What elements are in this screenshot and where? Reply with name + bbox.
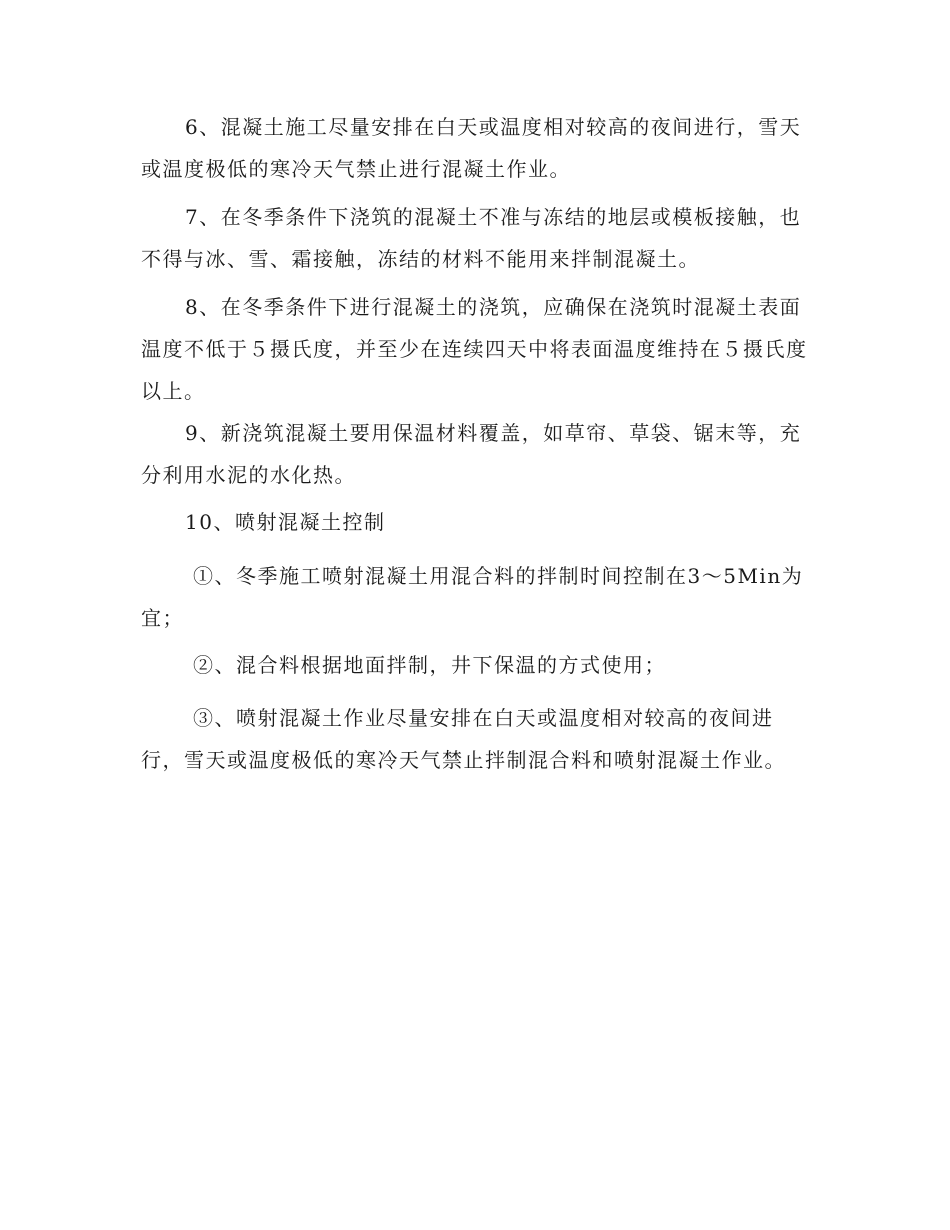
- paragraph-line: 宜；: [141, 606, 184, 630]
- paragraph-item-10-heading: [141, 501, 811, 543]
- paragraph-line: 以上。: [141, 379, 206, 403]
- paragraph-item-8: [141, 286, 811, 412]
- paragraph-item-6: [141, 106, 811, 190]
- sub-item-3: [141, 697, 811, 781]
- paragraph-item-9: [141, 412, 811, 496]
- paragraph-line: ②、混合料根据地面拌制，井下保温的方式使用；: [193, 653, 666, 677]
- paragraph-line: ③、喷射混凝土作业尽量安排在白天或温度相对较高的夜间进: [193, 706, 774, 730]
- section-heading: 10、喷射混凝土控制: [185, 510, 386, 534]
- paragraph-line: 9、新浇筑混凝土要用保温材料覆盖，如草帘、草袋、锯末等，充: [185, 421, 802, 445]
- paragraph-line: 温度不低于５摄氏度，并至少在连续四天中将表面温度维持在５摄氏度: [141, 337, 808, 361]
- paragraph-line: ①、冬季施工喷射混凝土用混合料的拌制时间控制在3～5Min为: [193, 564, 804, 588]
- sub-item-2: [141, 644, 811, 686]
- paragraph-line: 7、在冬季条件下浇筑的混凝土不准与冻结的地层或模板接触，也: [185, 205, 802, 229]
- paragraph-line: 或温度极低的寒冷天气禁止进行混凝土作业。: [141, 157, 571, 181]
- paragraph-item-7: [141, 196, 811, 280]
- paragraph-line: 分利用水泥的水化热。: [141, 463, 356, 487]
- paragraph-line: 不得与冰、雪、霜接触，冻结的材料不能用来拌制混凝土。: [141, 247, 700, 271]
- paragraph-line: 8、在冬季条件下进行混凝土的浇筑，应确保在浇筑时混凝土表面: [185, 295, 802, 319]
- paragraph-line: 行，雪天或温度极低的寒冷天气禁止拌制混合料和喷射混凝土作业。: [141, 748, 786, 772]
- paragraph-line: 6、混凝土施工尽量安排在白天或温度相对较高的夜间进行，雪天: [185, 115, 802, 139]
- sub-item-1: [141, 555, 811, 639]
